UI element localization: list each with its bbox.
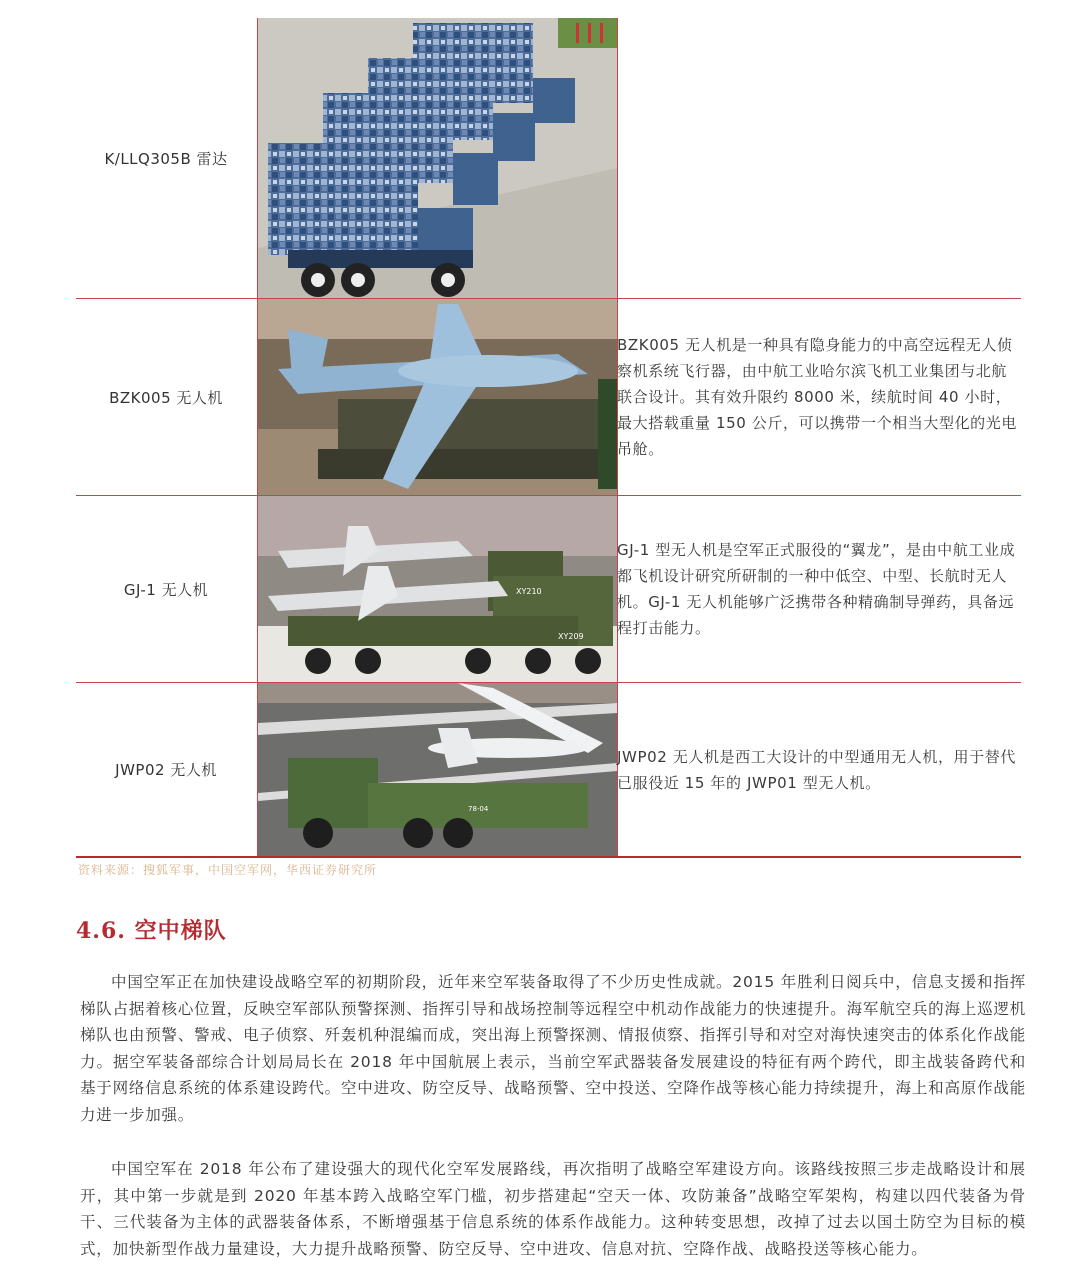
equipment-name: GJ-1 无人机	[123, 580, 209, 599]
radar-photo	[257, 18, 618, 298]
equipment-name: K/LLQ305B 雷达	[104, 149, 228, 168]
plate-text: XY210	[516, 587, 542, 596]
plate-text: XY209	[558, 632, 584, 641]
section-title: 4.6. 空中梯队	[76, 918, 227, 944]
plate-text: 78-04	[468, 805, 489, 813]
table-row	[76, 299, 1021, 496]
table-row	[76, 496, 1021, 683]
equipment-name: BZK005 无人机	[109, 388, 223, 407]
equipment-description: BZK005 无人机是一种具有隐身能力的中高空远程无人侦察机系统飞行器，由中航工业哈尔滨飞机工业集团与北航联合设计。其有效升限约 8000 米，续航时间 40 小时，最大搭载重量 150 公斤，可以携带一个相当大型化的光电吊舱。	[617, 336, 1017, 458]
equipment-description: JWP02 无人机是西工大设计的中型通用无人机，用于替代已服役近 15 年的 JWP01 型无人机。	[617, 747, 1016, 792]
equipment-name: JWP02 无人机	[115, 761, 217, 779]
table-row	[76, 683, 1021, 858]
bzk005-photo	[257, 299, 618, 495]
gj1-photo	[257, 496, 618, 682]
jwp02-photo	[257, 683, 618, 856]
equipment-table	[76, 0, 1021, 858]
body-paragraph: 中国空军在 2018 年公布了建设强大的现代化空军发展路线，再次指明了战略空军建设方向。该路线按照三步走战略设计和展开，其中第一步就是到 2020 年基本跨入战略空军门槛，初步搭建起“空天一体、攻防兼备”战略空军架构，构建以四代装备为骨干、三代装备为主体的武器装备体系，不断增强基于信息系统的体系作战能力。这种转变思想，改掉了过去以国土防空为目标的模式，加快新型作战力量建设，大力提升战略预警、防空反导、空中进攻、信息对抗、空降作战、战略投送等核心能力。	[80, 1160, 1026, 1258]
table-row	[76, 18, 1021, 299]
equipment-description	[617, 18, 1021, 298]
source-note: 资料来源：搜狐军事，中国空军网，华西证券研究所	[78, 863, 378, 877]
equipment-description: GJ-1 型无人机是空军正式服役的“翼龙”，是由中航工业成都飞机设计研究所研制的一种中低空、中型、长航时无人机。GJ-1 无人机能够广泛携带各种精确制导弹药，具备远程打击能力。	[617, 541, 1016, 637]
body-paragraph: 中国空军正在加快建设战略空军的初期阶段，近年来空军装备取得了不少历史性成就。2015 年胜利日阅兵中，信息支援和指挥梯队占据着核心位置，反映空军部队预警探测、指挥引导和战场控制等远程空中机动作战能力的快速提升。海军航空兵的海上巡逻机梯队也由预警、警戒、电子侦察、歼轰机种混编而成，突出海上预警探测、情报侦察、指挥引导和对空对海快速突击的体系化作战能力。据空军装备部综合计划局局长在 2018 年中国航展上表示，当前空军武器装备发展建设的特征有两个跨代，即主战装备跨代和基于网络信息系统的体系建设跨代。空中进攻、防空反导、战略预警、空中投送、空降作战等核心能力持续提升，海上和高原作战能力进一步加强。	[80, 973, 1026, 1124]
